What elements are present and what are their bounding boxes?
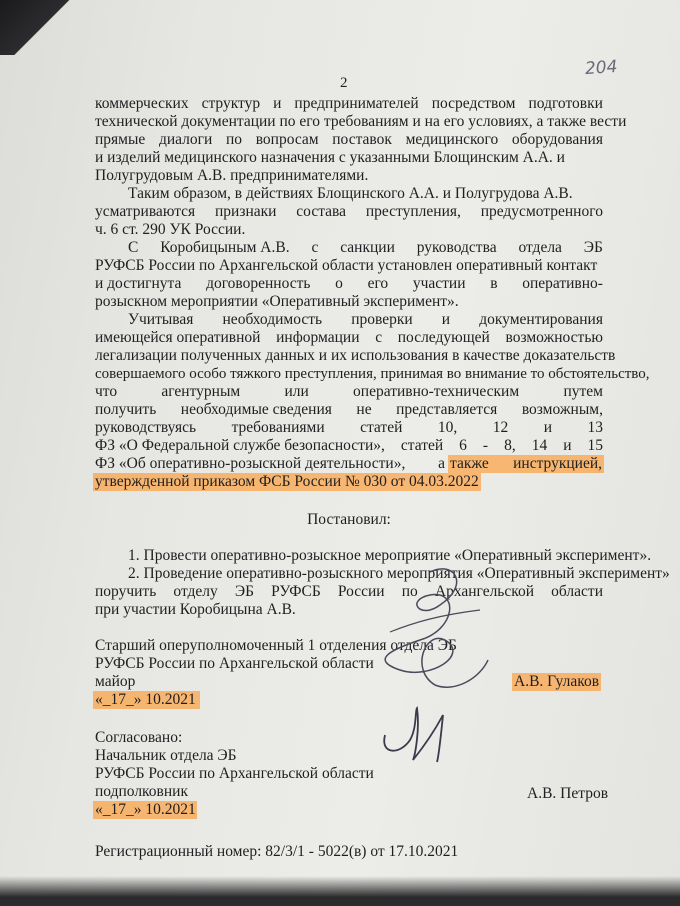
paragraph-1-line-4 <box>95 149 603 167</box>
text-segment: не <box>356 401 372 418</box>
text-segment: Коробицыным А.В. <box>160 239 290 256</box>
text-segment: 12 <box>492 419 509 436</box>
text-segment: необходимость <box>222 311 323 328</box>
text-segment: Архангельской <box>434 583 535 600</box>
text-segment: имеющейся оперативной <box>95 329 261 346</box>
paragraph-4-line-8 <box>95 437 603 455</box>
text-segment: совершаемого особо тяжкого преступления, принимая во внимание то обстоятельство, <box>95 366 650 382</box>
officer-title-line-1: Старший оперуполномоченный 1 отделения отдела ЭБ <box>95 637 457 654</box>
text-segment: ФЗ «О Федеральной службе безопасности», <box>95 437 385 454</box>
text-segment: получить <box>95 401 157 418</box>
paragraph-4-line-1 <box>128 311 603 329</box>
text-segment: договоренность <box>206 275 311 292</box>
text-segment: состава <box>296 203 347 220</box>
paragraph-4-line-2 <box>95 329 603 347</box>
paragraph-2-line-1 <box>128 185 603 203</box>
text-segment: в <box>490 275 498 292</box>
chief-date: «_17_» 10.2021 <box>95 801 196 818</box>
text-segment: Таким образом, в действиях Блощинского А.А. и Полугрудова А.В. <box>128 185 573 202</box>
paragraph-3-line-3 <box>95 275 603 293</box>
handwritten-page-number: 204 <box>584 56 619 80</box>
text-segment: руководствуясь <box>95 419 197 436</box>
text-segment: преступления, <box>365 203 461 220</box>
text-segment: 10, <box>437 419 458 436</box>
text-segment: статей <box>400 437 444 454</box>
paragraph-2-line-2 <box>95 203 603 221</box>
text-segment: усматриваются <box>95 203 196 220</box>
text-segment: России <box>337 583 385 600</box>
text-segment: представляется <box>396 401 498 418</box>
text-segment: предусмотренного <box>480 203 603 220</box>
text-segment: возможным, <box>521 401 603 418</box>
text-segment: 15 <box>587 437 603 454</box>
text-segment: документирования <box>479 311 603 328</box>
text-segment: и <box>273 95 282 112</box>
officer-rank: майор <box>95 673 136 690</box>
chief-title-line-1: Начальник отдела ЭБ <box>95 747 237 764</box>
text-segment: вопросам <box>255 131 319 148</box>
text-segment: статей <box>360 419 403 436</box>
text-segment: о <box>335 275 343 292</box>
resolution-item-1: 1. Провести оперативно-розыскное мероприятие «Оперативный эксперимент». <box>128 547 652 564</box>
paragraph-4-line-6 <box>95 401 603 419</box>
text-segment: его <box>367 275 389 292</box>
paragraph-1-line-3 <box>95 131 603 149</box>
text-segment: по <box>225 131 243 148</box>
text-segment: 13 <box>587 419 603 436</box>
text-segment: Учитывая <box>128 311 194 328</box>
text-segment: 14 <box>531 437 548 454</box>
text-segment: агентурным <box>161 383 241 400</box>
text-segment: по <box>401 583 418 600</box>
text-segment: а <box>438 455 445 472</box>
text-segment: поручить <box>95 583 157 600</box>
officer-name: А.В. Гулаков <box>514 673 600 690</box>
text-segment: участии <box>412 275 466 292</box>
text-segment: требованиями <box>231 419 325 436</box>
paragraph-4-line-5 <box>95 383 603 401</box>
resolution-item-2-line-1: 2. Проведение оперативно-розыскного мероприятия «Оперативный эксперимент» <box>128 565 670 582</box>
chief-rank: подполковник <box>95 783 188 800</box>
text-segment: 6 <box>459 437 467 454</box>
paragraph-1-line-2 <box>95 113 627 131</box>
text-segment: или <box>284 383 309 400</box>
text-segment: и <box>543 419 552 436</box>
text-segment: ЭБ <box>583 239 603 256</box>
text-segment: и <box>563 437 572 454</box>
paragraph-4-line-9-start <box>95 455 445 473</box>
text-segment: легализации полученных данных и их использования в качестве доказательств <box>95 347 616 364</box>
text-segment: ФЗ «Об оперативно-розыскной деятельности», <box>95 455 406 472</box>
text-segment: С <box>128 239 139 256</box>
page-number: 2 <box>340 75 348 91</box>
text-segment: медицинского <box>405 131 499 148</box>
highlighted-text-instruction: также инструкцией, <box>450 455 602 472</box>
text-segment: РУФСБ России по Архангельской области установлен оперативный контакт <box>95 257 598 274</box>
chief-name: А.В. Петров <box>527 785 609 802</box>
text-segment: что <box>95 383 118 400</box>
paragraph-1-line-5: Полугрудовым А.В. предпринимателями. <box>95 167 369 184</box>
text-segment: оборудования <box>511 131 603 148</box>
text-segment: оперативно- <box>522 275 603 292</box>
text-segment: - <box>482 437 489 454</box>
text-segment: отделу <box>173 583 218 600</box>
resolution-item-2-line-3: при участии Коробицына А.В. <box>95 601 296 618</box>
paragraph-3-line-2 <box>95 257 603 275</box>
background-bottom <box>0 876 680 906</box>
text-segment: коммерческих <box>95 95 189 112</box>
text-segment: отдела <box>518 239 562 256</box>
text-segment: санкции <box>340 239 395 256</box>
text-segment: необходимые сведения <box>180 401 332 418</box>
text-segment: руководства <box>416 239 497 256</box>
paragraph-3-line-4: розыскном мероприятии «Оперативный эксперимент». <box>95 293 459 310</box>
paragraph-4-line-3 <box>95 347 616 365</box>
background-corner <box>0 0 70 55</box>
paragraph-2-line-3: ч. 6 ст. 290 УК России. <box>95 221 246 238</box>
officer-signature <box>360 560 510 695</box>
text-segment: посредством <box>431 95 516 112</box>
text-segment: проверки <box>351 311 413 328</box>
officer-date: «_17_» 10.2021 <box>93 691 200 709</box>
text-segment: возможностью <box>505 329 603 346</box>
text-segment: прямые <box>95 131 146 148</box>
text-segment: ЭБ <box>234 583 255 600</box>
text-segment: РУФСБ <box>271 583 321 600</box>
registration-number: Регистрационный номер: 82/3/1 - 5022(в) от 17.10.2021 <box>95 843 459 860</box>
text-segment: диалоги <box>158 131 213 148</box>
resolution-item-2-line-2 <box>95 583 603 601</box>
text-segment: предпринимателей <box>294 95 419 112</box>
text-segment: с <box>375 329 383 346</box>
text-segment: с <box>311 239 319 256</box>
text-segment: информации <box>276 329 360 346</box>
agreed-label: Согласовано: <box>95 729 183 746</box>
paragraph-4-line-7 <box>95 419 603 437</box>
text-segment: технической документации по его требованиям и на его условиях, а также вести <box>95 113 627 130</box>
chief-signature <box>375 690 475 775</box>
text-segment: и <box>441 311 451 328</box>
text-segment: структур <box>201 95 261 112</box>
text-segment: последующей <box>397 329 490 346</box>
text-segment: 8, <box>504 437 516 454</box>
text-segment: оперативно-техническим <box>353 383 520 400</box>
text-segment: поставок <box>332 131 392 148</box>
text-segment: и достигнута <box>95 275 182 292</box>
paragraph-4-line-4 <box>95 365 650 383</box>
paragraph-1-line-1 <box>95 95 603 113</box>
officer-title-line-2: РУФСБ России по Архангельской области <box>95 655 374 672</box>
text-segment: и изделий медицинского назначения с указанными Блощинским А.А. и <box>95 149 565 166</box>
text-segment: путем <box>563 383 603 400</box>
chief-title-line-2: РУФСБ России по Архангельской области <box>95 765 374 782</box>
text-segment: признаки <box>215 203 277 220</box>
text-segment: подготовки <box>528 95 603 112</box>
paragraph-3-line-1 <box>128 239 603 257</box>
highlighted-text-order: утвержденной приказом ФСБ России № 030 от 04.03.2022 <box>95 473 479 490</box>
text-segment: области <box>551 583 603 600</box>
resolution-heading: Постановил: <box>307 511 391 528</box>
